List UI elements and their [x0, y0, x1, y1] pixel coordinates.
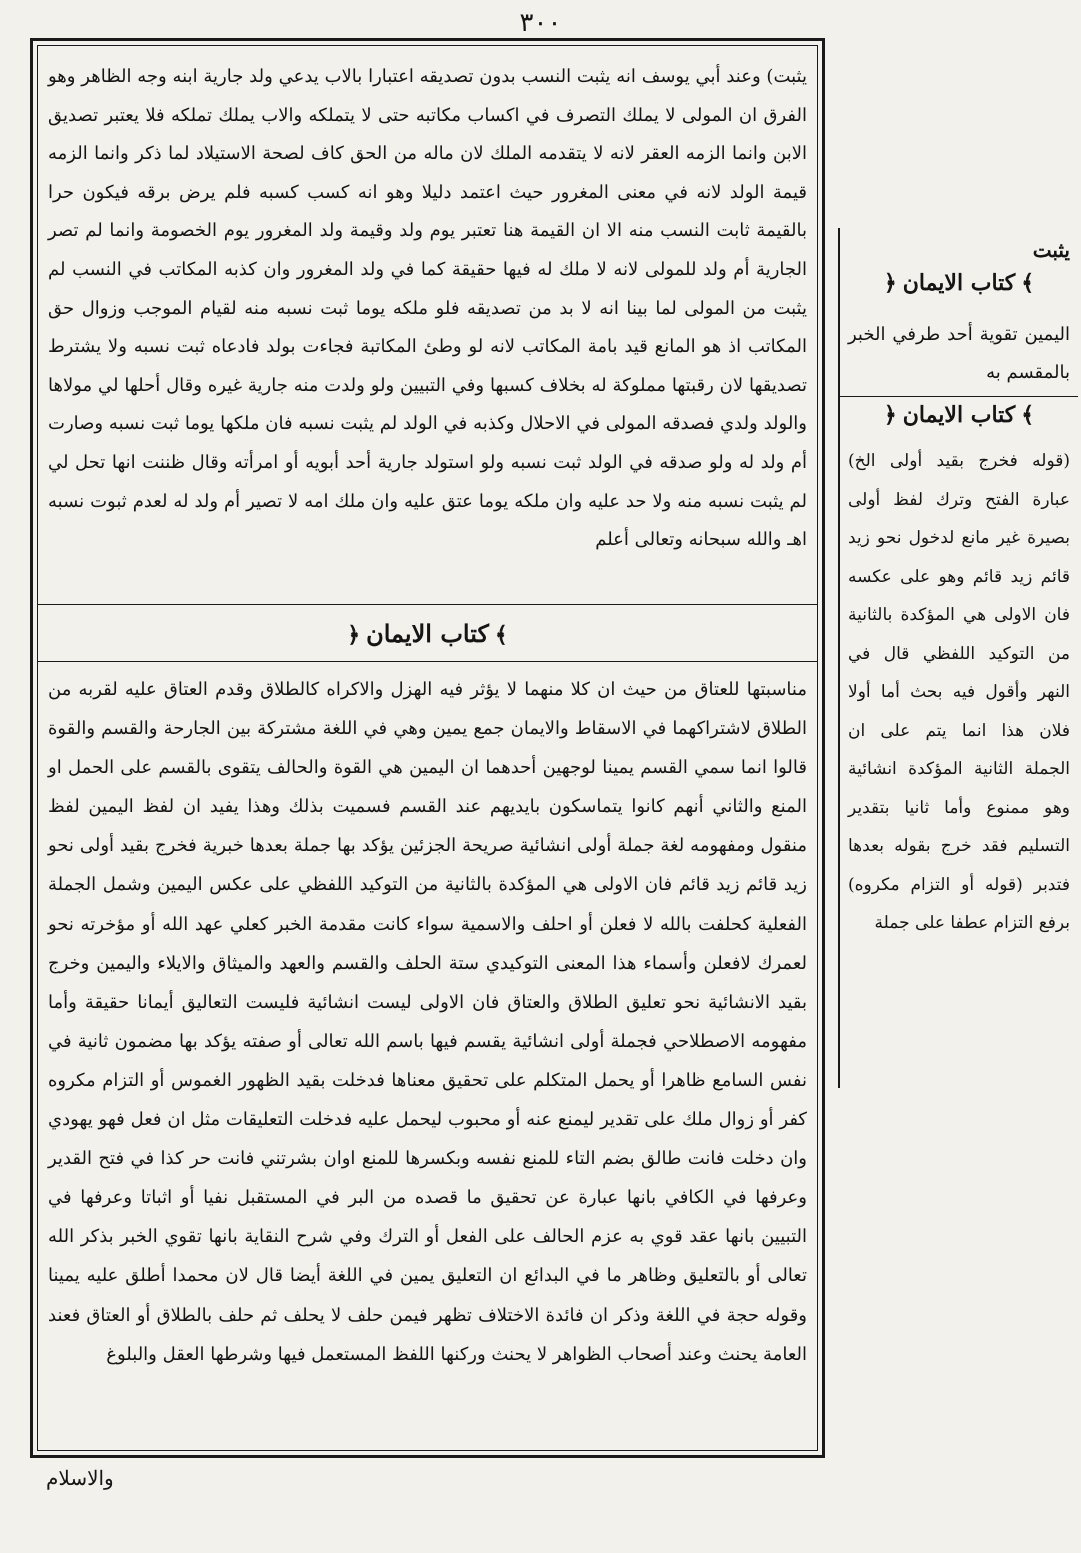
margin-ornament-open-1: ﴾ — [1021, 270, 1035, 296]
main-text-inner-frame — [37, 45, 818, 1451]
margin-gloss-1: اليمين تقوية أحد طرفي الخبر بالمقسم به — [848, 324, 1070, 383]
margin-chapter-title-2-text: كتاب الايمان — [902, 402, 1016, 428]
ornament-close: ﴿ — [347, 621, 361, 648]
margin-ornament-close-2: ﴿ — [883, 402, 897, 428]
chapter-title — [341, 619, 514, 648]
margin-ornament-close-1: ﴿ — [883, 270, 897, 296]
margin-chapter-title-2 — [840, 402, 1078, 428]
margin-headword: يثبت — [1032, 238, 1070, 262]
catchword: والاسلام — [46, 1466, 114, 1490]
main-text-frame — [30, 38, 825, 1458]
chapter-body-paragraph: مناسبتها للعتاق من حيث ان كلا منهما لا يؤثر فيه الهزل والاكراه كالطلاق وقدم العتاق عليه لقربه من الطلاق لاشتراكهما في الاسقاط والايمان جمع يمين وهي في اللغة مشتركة بين الجارحة والقسم والقوة قالوا انما سمي القسم يمينا لوجهين أحدهما ان اليمين هي القوة والحالف يتقوى بالقسم على الحمل او المنع والثاني أنهم كانوا يتماسكون بايديهم عند القسم فسميت بذلك وهذا يفيد ان لفظ اليمين لفظ منقول ومفهومه لغة جملة أولى انشائية صريحة الجزئين يؤكد بها جملة بعدها خبرية فخرج بقيد أولى نحو زيد قائم زيد قائم فان الاولى هي المؤكدة بالثانية من التوكيد اللفظي على عكس اليمين وشمل الجملة الفعلية كحلفت بالله لا فعلن أو احلف والاسمية سواء كانت مقدمة الخبر كعلي عهد الله أو مؤخرته نحو لعمرك لافعلن وأسماء هذا المعنى التوكيدي ستة الحلف والقسم والعهد والميثاق والايلاء واليمين وخرج بقيد الانشائية نحو تعليق الطلاق والعتاق فان الاولى ليست انشائية فليست التعاليق أيمانا حقيقة وأما مفهومه الاصطلاحي فجملة أولى انشائية يقسم فيها باسم الله تعالى أو صفته يؤكد بها مضمون ثانية في نفس السامع ظاهرا أو يحمل المتكلم على تحقيق معناها فدخلت بقيد الظهور الغموس أو التزام مكروه كفر أو زوال ملك على تقدير ليمنع عنه أو محبوب ليحمل عليه فدخلت التعليقات مثل ان فعل فهو يهودي وان دخلت فانت طالق بضم التاء للمنع نفسه وبكسرها للمنع اوان بشرتني فانت حر كذا في فتح القدير وعرفها في الكافي بانها عبارة عن تحقيق ما قصده من البر في المستقبل نفيا أو اثباتا وعرفها في التبيين بانها عقد قوي به عزم الحالف على الفعل أو الترك وفي شرح النقاية بانها تقوي الخبر بذكر الله تعالى أو بالتعليق وظاهر ما في البدائع ان التعليق يمين في اللغة أيضا قال لان محمدا أطلق عليه يمينا وقوله حجة في اللغة وذكر ان فائدة الاختلاف تظهر فيمن حلف لا يحلف ثم حلف بالطلاق أو العتاق فعند العامة يحنث وعند أصحاب الظواهر لا يحنث وركنها اللفظ المستعمل فيها وشرطها العقل والبلوغ — [48, 679, 807, 1365]
margin-chapter-title-1-text: كتاب الايمان — [902, 270, 1016, 296]
margin-gloss-column — [838, 228, 1078, 1088]
top-commentary-paragraph: يثبت) وعند أبي يوسف انه يثبت النسب بدون تصديقه اعتبارا بالاب يدعي ولد جارية ابنه وجه الظاهر وهو الفرق ان المولى لا يملك التصرف في اكساب مكاتبه حتى لا يتملكه والاب يملك تملكه فلا يعتبر تصديق الابن وانما الزمه العقر لانه لا يتقدمه الملك لان ماله من الحق كاف لصحة الاستيلاد لما ذكر وانما الزمه قيمة الولد لانه في معنى المغرور حيث اعتمد دليلا وهو انه كسب كسبه فلم يرض برقه فيكون حرا بالقيمة ثابت النسب منه الا ان القيمة هنا تعتبر يوم ولد وقيمة ولد المغرور يوم الخصومة وانما لم تصر الجارية أم ولد للمولى لانه لا ملك له فيها حقيقة كما في ولد المغرور وان كذبه المكاتب في النسب لم يثبت من المولى لما بينا انه لا بد من تصديقه فلو ملكه يوما ثبت نسبه منه لقيام الموجب وزوال حق المكاتب اذ هو المانع قيد بامة المكاتب لانه لو وطئ المكاتبة فجاءت بولد فادعاه ثبت نسبه ولا يشترط تصديقها لان رقبتها مملوكة له بخلاف كسبها وفي التبيين ولو ولدت منه جارية غيره وقال أحلها لي مولاها والولد ولدي فصدقه المولى في الاحلال وكذبه في الولد لم يثبت نسبه فان ملكها يوما ثبت نسبه وصارت أم ولد له ولو صدقه في الولد ثبت نسبه ولو استولد جارية أحد أبويه أو امرأته وقال ظننت انها تحل لي لم يثبت نسبه منه ولا حد عليه وان ملكه يوما عتق عليه وان ملك امه لا تصير أم ولد له لعدم ثبوت نسبه اهـ والله سبحانه وتعالى أعلم — [48, 66, 807, 551]
margin-ornament-open-2: ﴾ — [1021, 402, 1035, 428]
page-number: ٣٠٠ — [519, 8, 562, 38]
margin-divider — [840, 396, 1078, 397]
ornament-open: ﴾ — [494, 621, 508, 648]
chapter-title-text: كتاب الايمان — [366, 618, 489, 648]
chapter-heading-band — [38, 604, 817, 662]
margin-gloss-2: (قوله فخرج بقيد أولى الخ) عبارة الفتح وترك لفظ أولى بصيرة غير مانع لدخول نحو زيد قائم زيد قائم وهو على عكسه فان الاولى هي المؤكدة بالثانية من التوكيد اللفظي قال في النهر وأقول فيه بحث أما أولا فلان هذا انما يتم على ان الجملة الثانية المؤكدة انشائية وهو ممنوع وأما ثانيا بتقدير التسليم فقد خرج بقوله بعدها فتدبر (قوله أو التزام مكروه) برفع التزام عطفا على جملة — [848, 451, 1070, 933]
margin-chapter-title-1 — [840, 270, 1078, 296]
